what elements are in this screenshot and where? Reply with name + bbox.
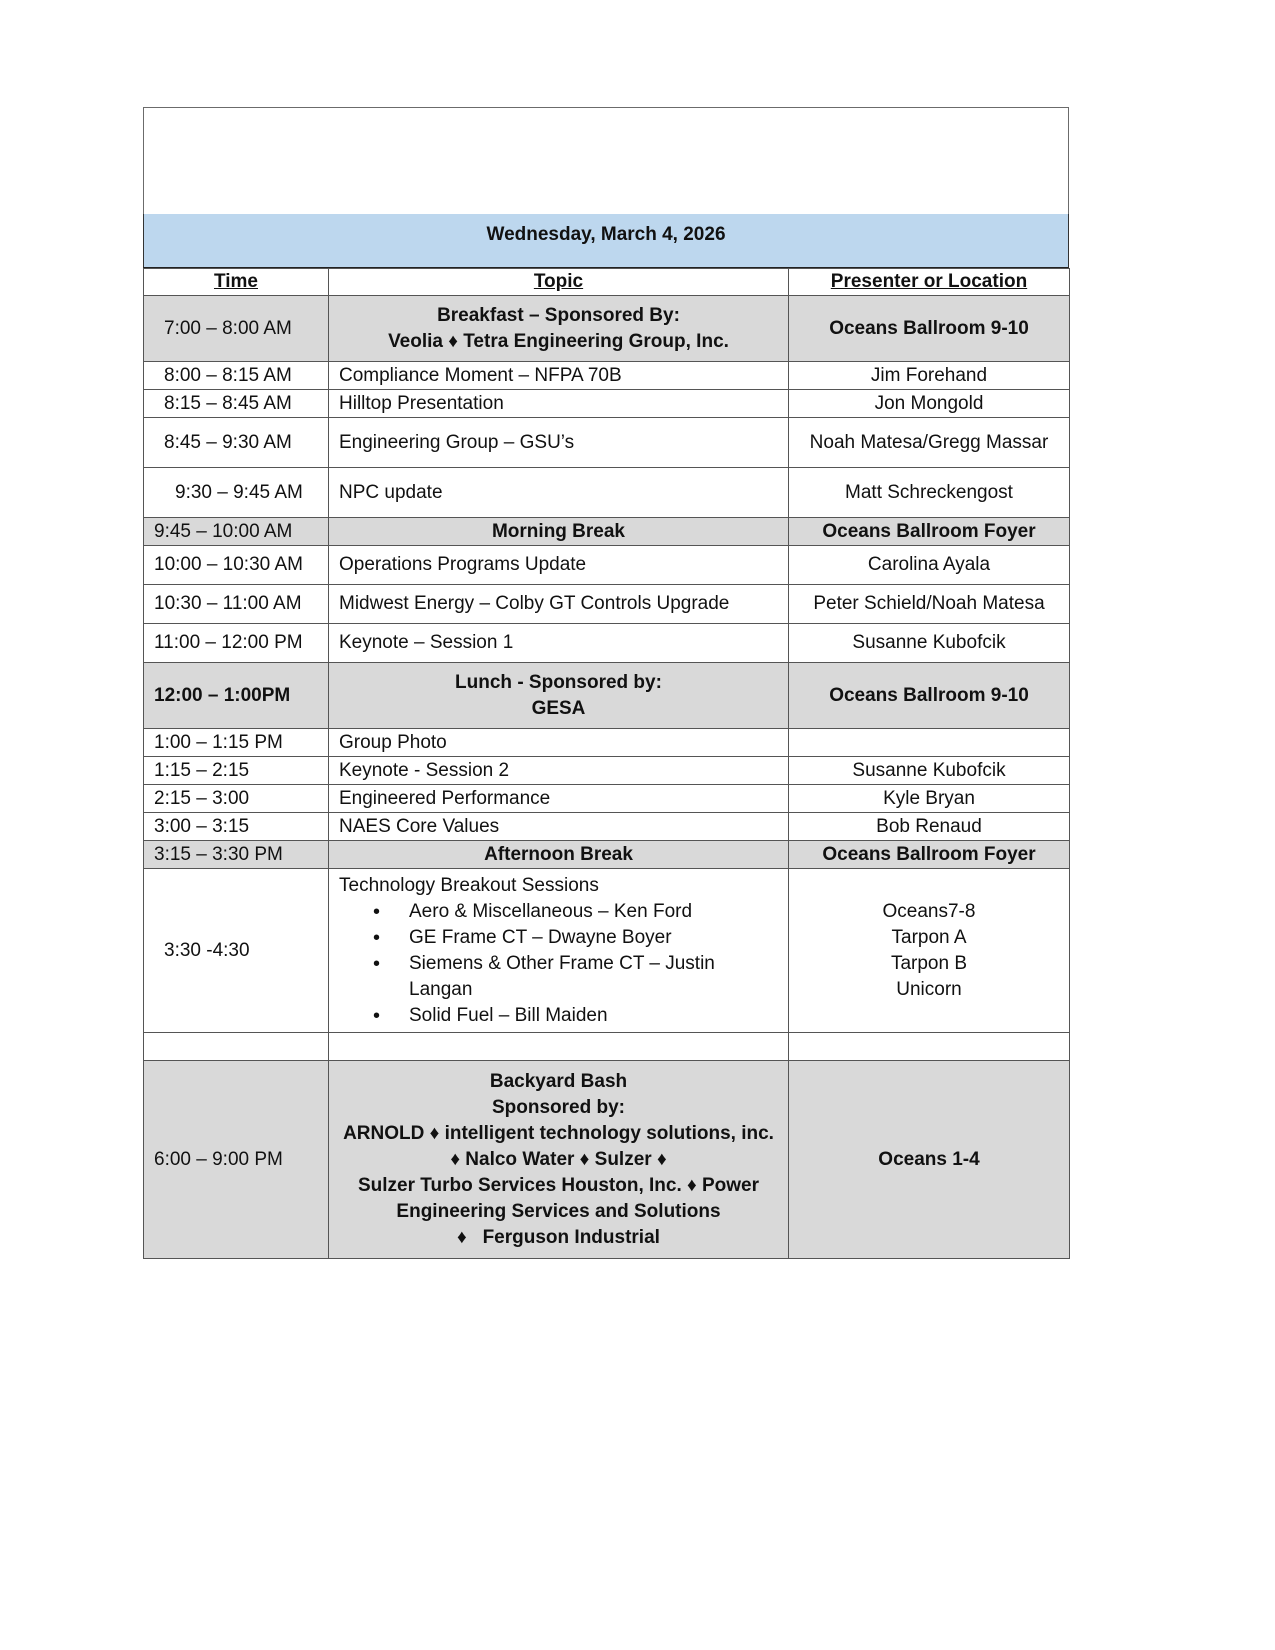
topic-cell [329, 663, 789, 729]
topic-line: ♦ Ferguson Industrial [457, 1226, 660, 1248]
presenter-cell [789, 1033, 1070, 1061]
topic-cell [329, 1061, 789, 1259]
presenter-cell [789, 869, 1070, 1033]
breakout-item: • Solid Fuel – Bill Maiden [409, 1003, 778, 1029]
agenda-page [143, 107, 1069, 1257]
presenter-cell: Noah Matesa/Gregg Massar [789, 418, 1070, 468]
time-cell: 9:30 – 9:45 AM [144, 468, 329, 518]
topic-cell: Keynote - Session 2 [329, 757, 789, 785]
topic-line: Sponsored by: [491, 1096, 625, 1118]
breakout-item: • Siemens & Other Frame CT – Justin Langan [409, 951, 778, 1003]
topic-cell: Engineered Performance [329, 785, 789, 813]
time-cell: 2:15 – 3:00 [144, 785, 329, 813]
presenter-cell: Jim Forehand [789, 362, 1070, 390]
time-cell: 9:45 – 10:00 AM [144, 518, 329, 546]
table-row-backyard-bash [144, 1061, 1070, 1259]
topic-cell [329, 869, 789, 1033]
time-cell: 1:00 – 1:15 PM [144, 729, 329, 757]
topic-cell: Hilltop Presentation [329, 390, 789, 418]
presenter-cell: Peter Schield/Noah Matesa [789, 585, 1070, 624]
time-cell: 8:15 – 8:45 AM [144, 390, 329, 418]
topic-line: Engineering Services and Solutions [396, 1200, 721, 1222]
table-row-breakout-sessions [144, 869, 1070, 1033]
topic-cell: Operations Programs Update [329, 546, 789, 585]
topic-line: GESA [531, 697, 586, 719]
presenter-cell: Oceans 1-4 [789, 1061, 1070, 1259]
table-row-breakfast [144, 296, 1070, 362]
table-row [144, 418, 1070, 468]
time-cell: 3:15 – 3:30 PM [144, 841, 329, 869]
table-row [144, 585, 1070, 624]
topic-cell: Group Photo [329, 729, 789, 757]
topic-cell [329, 296, 789, 362]
presenter-cell: Susanne Kubofcik [789, 624, 1070, 663]
topic-line: ♦ Nalco Water ♦ Sulzer ♦ [450, 1148, 667, 1170]
topic-cell: NPC update [329, 468, 789, 518]
table-header-row [144, 269, 1070, 296]
time-cell: 10:30 – 11:00 AM [144, 585, 329, 624]
table-row [144, 624, 1070, 663]
room-line: Tarpon A [891, 926, 967, 948]
column-header-presenter: Presenter or Location [789, 269, 1070, 296]
presenter-cell: Susanne Kubofcik [789, 757, 1070, 785]
time-cell: 8:45 – 9:30 AM [144, 418, 329, 468]
topic-cell: NAES Core Values [329, 813, 789, 841]
presenter-cell: Oceans Ballroom Foyer [789, 518, 1070, 546]
time-cell: 8:00 – 8:15 AM [144, 362, 329, 390]
topic-cell: Engineering Group – GSU’s [329, 418, 789, 468]
table-row-empty [144, 1033, 1070, 1061]
table-row [144, 468, 1070, 518]
topic-line: Breakfast – Sponsored By: [437, 304, 680, 326]
topic-line: Lunch - Sponsored by: [455, 671, 662, 693]
presenter-cell: Oceans Ballroom Foyer [789, 841, 1070, 869]
topic-line: ARNOLD ♦ intelligent technology solutions, inc. [343, 1122, 774, 1144]
topic-line: Veolia ♦ Tetra Engineering Group, Inc. [388, 330, 729, 352]
breakout-item: • GE Frame CT – Dwayne Boyer [409, 925, 778, 951]
table-row [144, 390, 1070, 418]
topic-heading: Technology Breakout Sessions [339, 874, 599, 896]
agenda-table [143, 268, 1070, 1259]
table-row [144, 362, 1070, 390]
room-line: Tarpon B [890, 952, 968, 974]
time-cell: 3:30 -4:30 [144, 869, 329, 1033]
presenter-cell: Jon Mongold [789, 390, 1070, 418]
table-row [144, 813, 1070, 841]
table-row-afternoon-break [144, 841, 1070, 869]
time-cell: 11:00 – 12:00 PM [144, 624, 329, 663]
breakout-list [339, 899, 778, 1029]
topic-cell: Compliance Moment – NFPA 70B [329, 362, 789, 390]
topic-cell: Morning Break [329, 518, 789, 546]
room-line: Oceans7-8 [882, 900, 976, 922]
table-row [144, 546, 1070, 585]
presenter-cell: Oceans Ballroom 9-10 [789, 663, 1070, 729]
presenter-cell: Bob Renaud [789, 813, 1070, 841]
time-cell [144, 1033, 329, 1061]
presenter-cell: Matt Schreckengost [789, 468, 1070, 518]
topic-cell: Afternoon Break [329, 841, 789, 869]
header-blank-area [143, 107, 1069, 215]
topic-cell [329, 1033, 789, 1061]
table-row-lunch [144, 663, 1070, 729]
time-cell: 12:00 – 1:00PM [144, 663, 329, 729]
time-cell: 7:00 – 8:00 AM [144, 296, 329, 362]
room-line: Unicorn [896, 978, 962, 1000]
table-row-morning-break [144, 518, 1070, 546]
table-row [144, 785, 1070, 813]
time-cell: 10:00 – 10:30 AM [144, 546, 329, 585]
topic-line: Backyard Bash [489, 1070, 628, 1092]
column-header-time: Time [144, 269, 329, 296]
breakout-item: • Aero & Miscellaneous – Ken Ford [409, 899, 778, 925]
presenter-cell: Kyle Bryan [789, 785, 1070, 813]
topic-cell: Midwest Energy – Colby GT Controls Upgrade [329, 585, 789, 624]
presenter-cell: Oceans Ballroom 9-10 [789, 296, 1070, 362]
time-cell: 3:00 – 3:15 [144, 813, 329, 841]
topic-line: Sulzer Turbo Services Houston, Inc. ♦ Power [357, 1174, 760, 1196]
table-row [144, 729, 1070, 757]
date-heading-band [143, 214, 1069, 268]
time-cell: 1:15 – 2:15 [144, 757, 329, 785]
column-header-topic: Topic [329, 269, 789, 296]
time-cell: 6:00 – 9:00 PM [144, 1061, 329, 1259]
presenter-cell [789, 729, 1070, 757]
topic-cell: Keynote – Session 1 [329, 624, 789, 663]
presenter-cell: Carolina Ayala [789, 546, 1070, 585]
table-row [144, 757, 1070, 785]
date-heading: Wednesday, March 4, 2026 [486, 224, 726, 245]
